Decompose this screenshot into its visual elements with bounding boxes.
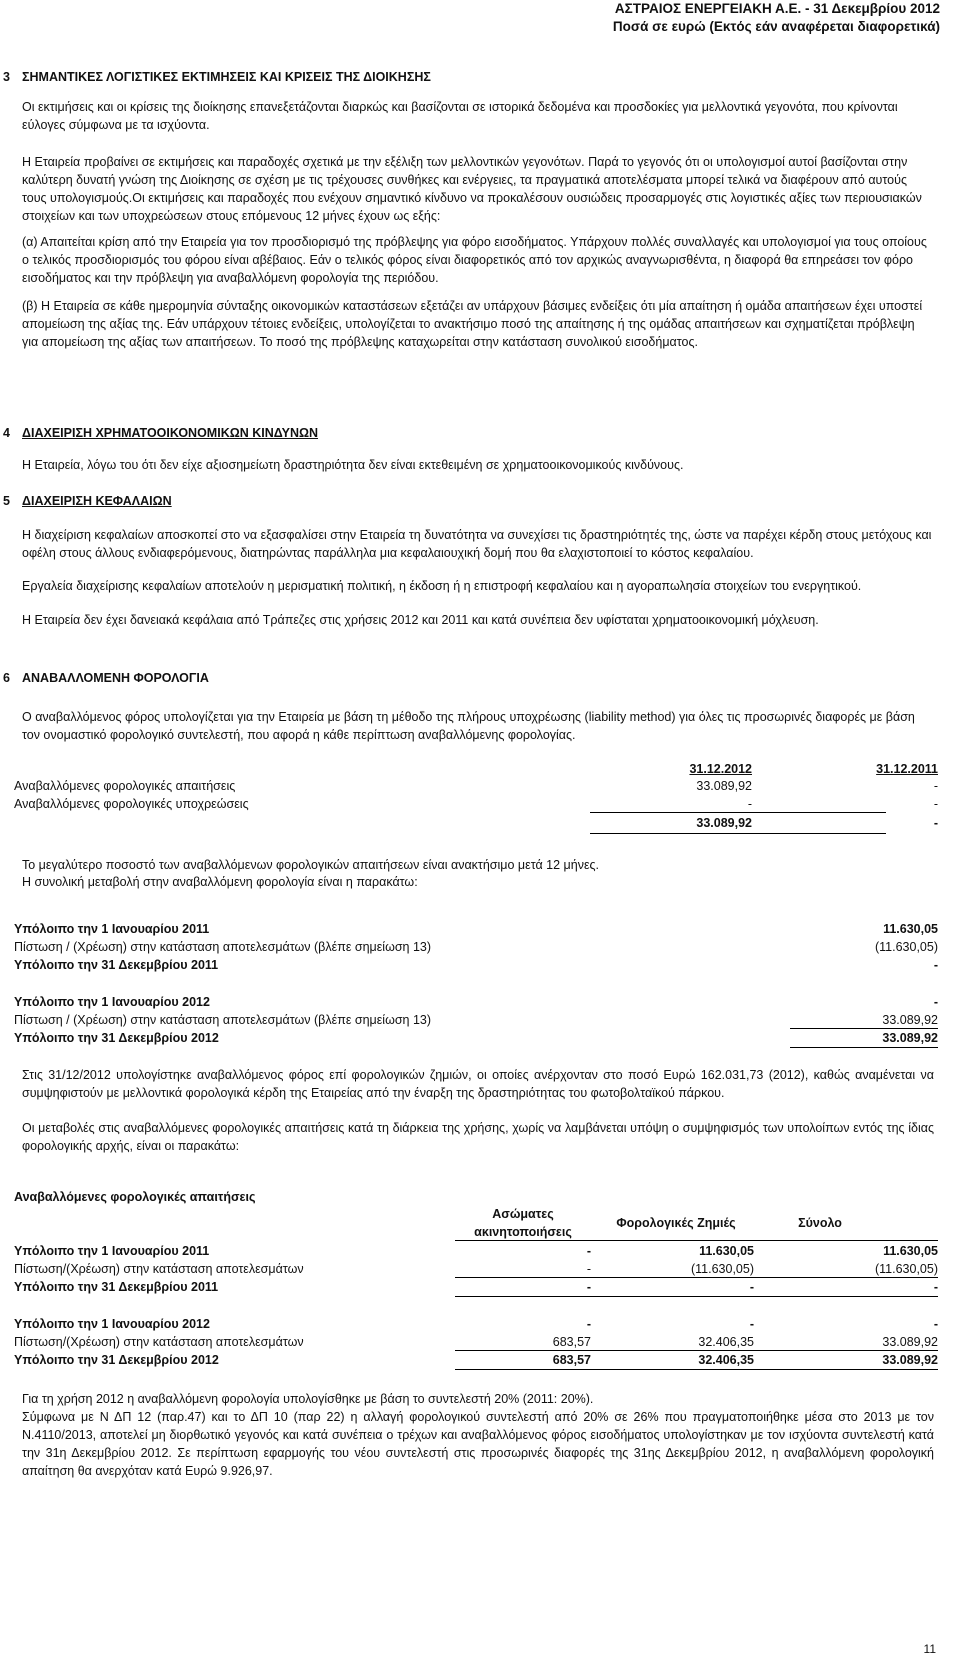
section-6-para-6: Για τη χρήση 2012 η αναβαλλόμενη φορολογία υπολογίσθηκε με βάση το συντελεστή 20% (2011: 20%).	[22, 1392, 594, 1406]
total-value-2012: 33.089,92	[696, 816, 752, 830]
row-total: -	[933, 1317, 938, 1331]
row-label: Αναβαλλόμενες φορολογικές υποχρεώσεις	[14, 797, 249, 811]
movement-value: 33.089,92	[882, 1031, 938, 1045]
section-5-para-2: Εργαλεία διαχείρισης κεφαλαίων αποτελούν η μερισματική πολιτική, η έκδοση ή η επιστροφή κεφαλαίου και η αγοραπωλησία στοιχείων του ενεργητικού.	[22, 579, 862, 593]
total-rule-top	[590, 812, 886, 813]
table-2-rule-d	[455, 1369, 938, 1370]
row-label: Πίστωση/(Χρέωση) στην κατάσταση αποτελεσμάτων	[14, 1262, 304, 1276]
row-tax-losses: -	[749, 1280, 754, 1294]
section-6-para-3: Η συνολική μεταβολή στην αναβαλλόμενη φορολογία είναι η παρακάτω:	[22, 875, 418, 889]
row-label: Αναβαλλόμενες φορολογικές απαιτήσεις	[14, 779, 236, 793]
section-5-title: ΔΙΑΧΕΙΡΙΣΗ ΚΕΦΑΛΑΙΩΝ	[22, 494, 172, 508]
movement-value: 33.089,92	[882, 1013, 938, 1027]
table-2-rule-b	[455, 1296, 938, 1297]
movement-label: Υπόλοιπο την 1 Ιανουαρίου 2012	[14, 995, 210, 1009]
company-header: ΑΣΤΡΑΙΟΣ ΕΝΕΡΓΕΙΑΚΗ Α.Ε. - 31 Δεκεμβρίου 2012	[614, 1, 940, 16]
col-header-total: Σύνολο	[798, 1216, 842, 1230]
row-intangibles: 683,57	[552, 1335, 591, 1349]
row-label: Υπόλοιπο την 1 Ιανουαρίου 2011	[14, 1244, 210, 1258]
section-3-number: 3	[3, 70, 10, 84]
section-6-para-4: Στις 31/12/2012 υπολογίστηκε αναβαλλόμενος φόρος επί φορολογικών ζημιών, οι οποίες ανέρχονταν στο ποσό Ευρώ 162.031,73 (2012), καθώς αναμένεται να συμψηφιστούν με μελλοντικά φορολογικά κέρδη της Εταιρείας από την έναρξη της δραστηριότητας του φωτοβολταϊκού πάρκου.	[22, 1068, 934, 1100]
section-3-title: ΣΗΜΑΝΤΙΚΕΣ ΛΟΓΙΣΤΙΚΕΣ ΕΚΤΙΜΗΣΕΙΣ ΚΑΙ ΚΡΙΣΕΙΣ ΤΗΣ ΔΙΟΙΚΗΣΗΣ	[22, 70, 431, 84]
table-row	[14, 1278, 938, 1297]
movement-row	[14, 956, 938, 975]
section-6-para-7: Σύμφωνα με Ν ΔΠ 12 (παρ.47) και το ΔΠ 10 (παρ 22) η αλλαγή φορολογικού συντελεστή από 20% σε 26% που πραγματοποιήθηκε μέσα στο 2013 με τον Ν.4110/2013, αποτελεί μη διορθωτικό γεγονός και κατά συνέπεια ο τρέχων και αναβαλλόμενος φόρος εισοδήματος υπολογίστηκαν με τον ισχύοντα συντελεστή κατά την 31η Δεκεμβρίου 2012. Σε περίπτωση εφαρμογής του νέου συντελεστή στις προσωρινές διαφορές της 31ης Δεκεμβρίου 2012, η αναβαλλόμενη φορολογική απαίτηση θα ανερχόταν κατά Ευρώ 9.926,97.	[22, 1410, 934, 1478]
section-5-para-1: Η διαχείριση κεφαλαίων αποσκοπεί στο να εξασφαλίσει στην Εταιρεία τη δυνατότητα να συνεχίσει τις δραστηριότητές της, ώστε να παρέχει κέρδη στους μετόχους και οφέλη στους άλλους ενδιαφερόμενους, διατηρώντας παράλληλα μια κεφαλαιουχική δομή που θα ελαχιστοποιεί το κόστος κεφαλαίου.	[22, 528, 932, 560]
row-label: Υπόλοιπο την 31 Δεκεμβρίου 2011	[14, 1280, 219, 1294]
section-6-title: ΑΝΑΒΑΛΛΟΜΕΝΗ ΦΟΡΟΛΟΓΙΑ	[22, 671, 209, 685]
movement-label: Πίστωση / (Χρέωση) στην κατάσταση αποτελεσμάτων (βλέπε σημείωση 13)	[14, 1013, 432, 1027]
section-6-para-1: Ο αναβαλλόμενος φόρος υπολογίζεται για την Εταιρεία με βάση τη μέθοδο της πλήρους υποχρέωσης (liability method) για όλες τις προσωρινές διαφορές με βάση τον ονομαστικό φορολογικό συντελεστή, που αφορά η κάθε περίπτωση αναβαλλόμενης φορολογίας.	[22, 710, 915, 742]
movement-row	[14, 920, 938, 939]
section-4-title: ΔΙΑΧΕΙΡΙΣΗ ΧΡΗΜΑΤΟΟΙΚΟΝΟΜΙΚΩΝ ΚΙΝΔΥΝΩΝ	[22, 426, 319, 440]
row-value-2011: -	[933, 779, 938, 793]
movement-row	[14, 1029, 938, 1048]
movement-total-rule-bottom	[790, 1047, 938, 1048]
section-5-number: 5	[3, 494, 10, 508]
col-header-2011: 31.12.2011	[876, 762, 938, 776]
total-rule-bottom	[590, 833, 886, 834]
row-total: 33.089,92	[882, 1335, 938, 1349]
row-tax-losses: 32.406,35	[698, 1353, 754, 1367]
row-intangibles: 683,57	[552, 1353, 591, 1367]
section-6-para-2: Το μεγαλύτερο ποσοστό των αναβαλλόμενων φορολογικών απαιτήσεων είναι ανακτήσιμο μετά 12 μήνες.	[22, 858, 600, 872]
section-5-para-3: Η Εταιρεία δεν έχει δανειακά κεφάλαια από Τράπεζες στις χρήσεις 2012 και 2011 και κατά συνέπεια δεν υφίσταται χρηματοοικονομική μόχλευση.	[22, 613, 819, 627]
section-6-number: 6	[3, 671, 10, 685]
table-row	[14, 1242, 938, 1261]
row-total: -	[933, 1280, 938, 1294]
movement-value: -	[933, 958, 938, 972]
section-3-para-a: (α) Απαιτείται κρίση από την Εταιρεία για τον προσδιορισμό της πρόβλεψης για φόρο εισοδήματος. Υπάρχουν πολλές συναλλαγές και υπολογισμοί για τους οποίους ο τελικός προσδιορισμός του φόρου είναι αβέβαιος. Εάν ο τελικός φόρος είναι διαφορετικός από τον αρχικώς αναγνωρισθέντα, η διαφορά θα επηρεάσει τον φόρο εισοδήματος και την πρόβλεψη για αναβαλλόμενη φορολογία της περιόδου.	[22, 235, 927, 285]
section-6-para-5: Οι μεταβολές στις αναβαλλόμενες φορολογικές απαιτήσεις κατά τη διάρκεια της χρήσης, χωρίς να λαμβάνεται υπόψη ο συμψηφισμός των υπολοίπων εντός της ίδιας φορολογικής αρχής, είναι οι παρακάτω:	[22, 1121, 934, 1153]
currency-note: Ποσά σε ευρώ (Εκτός εάν αναφέρεται διαφορετικά)	[612, 19, 940, 34]
table-2-header-rule	[455, 1240, 938, 1241]
row-intangibles: -	[586, 1280, 591, 1294]
col-header-2012: 31.12.2012	[689, 762, 752, 776]
row-value-2011: -	[933, 797, 938, 811]
movement-value: (11.630,05)	[874, 940, 938, 954]
col-header-intangibles-2: ακινητοποιήσεις	[474, 1225, 572, 1239]
section-3-para-1: Οι εκτιμήσεις και οι κρίσεις της διοίκησης επανεξετάζονται διαρκώς και βασίζονται σε ιστορικά δεδομένα και προσδοκίες για μελλοντικά γεγονότα, που κρίνονται εύλογες σύμφωνα με τα ισχύοντα.	[22, 100, 898, 132]
row-tax-losses: 11.630,05	[699, 1244, 754, 1258]
col-header-intangibles-1: Ασώματες	[492, 1207, 554, 1221]
page-number: 11	[923, 1642, 936, 1656]
movement-label: Πίστωση / (Χρέωση) στην κατάσταση αποτελεσμάτων (βλέπε σημείωση 13)	[14, 940, 432, 954]
row-label: Πίστωση/(Χρέωση) στην κατάσταση αποτελεσμάτων	[14, 1335, 304, 1349]
table-row	[14, 1351, 938, 1370]
row-total: (11.630,05)	[874, 1262, 938, 1276]
table-row	[14, 777, 938, 796]
row-tax-losses: -	[749, 1317, 754, 1331]
movement-value: -	[933, 995, 938, 1009]
section-4-number: 4	[3, 426, 10, 440]
row-intangibles: -	[586, 1262, 591, 1276]
col-header-tax-losses: Φορολογικές Ζημιές	[616, 1216, 736, 1230]
movement-label: Υπόλοιπο την 31 Δεκεμβρίου 2011	[14, 958, 219, 972]
row-tax-losses: (11.630,05)	[690, 1262, 754, 1276]
table-row	[14, 1315, 938, 1334]
movement-label: Υπόλοιπο την 31 Δεκεμβρίου 2012	[14, 1031, 219, 1045]
section-3-para-b: (β) Η Εταιρεία σε κάθε ημερομηνία σύνταξης οικονομικών καταστάσεων εξετάζει αν υπάρχουν βάσιμες ενδείξεις ότι μία απαίτηση ή ομάδα απαιτήσεων έχει υποστεί απομείωση της αξίας της. Εάν υπάρχουν τέτοιες ενδείξεις, υπολογίζεται το ανακτήσιμο ποσό της απαίτησης ή της ομάδας απαιτήσεων και σχηματίζεται πρόβλεψη για απομείωση της αξίας των απαιτήσεων. Το ποσό της πρόβλεψης καταχωρείται στην κατάσταση συνολικού εισοδήματος.	[22, 299, 923, 349]
movement-row	[14, 993, 938, 1012]
table-2-title: Αναβαλλόμενες φορολογικές απαιτήσεις	[14, 1190, 256, 1204]
movement-label: Υπόλοιπο την 1 Ιανουαρίου 2011	[14, 922, 210, 936]
row-label: Υπόλοιπο την 1 Ιανουαρίου 2012	[14, 1317, 210, 1331]
row-tax-losses: 32.406,35	[698, 1335, 754, 1349]
section-3-para-2: Η Εταιρεία προβαίνει σε εκτιμήσεις και παραδοχές σχετικά με την εξέλιξη των μελλοντικών γεγονότων. Παρά το γεγονός ότι οι υπολογισμοί αυτοί βασίζονται στην καλύτερη δυνατή γνώση της Διοίκησης σε σχέση με τις τρέχουσες συνθήκες και ενέργειες, τα πραγματικά αποτελέσματα μπορεί τελικά να διαφέρουν από αυτούς τους υπολογισμούς.Οι εκτιμήσεις και παραδοχές που ενέχουν σημαντικό κίνδυνο να προκαλέσουν ουσιώδεις προσαρμογές στις λογιστικές αξίες των περιουσιακών στοιχείων και των υποχρεώσεων στους επόμενους 12 μήνες έχουν ως εξής:	[22, 155, 922, 223]
table-total-row	[14, 814, 938, 833]
total-value-2011: -	[933, 816, 938, 830]
row-value-2012: -	[747, 797, 752, 811]
row-total: 33.089,92	[882, 1353, 938, 1367]
row-value-2012: 33.089,92	[696, 779, 752, 793]
movement-row	[14, 938, 938, 957]
row-label: Υπόλοιπο την 31 Δεκεμβρίου 2012	[14, 1353, 219, 1367]
row-intangibles: -	[586, 1244, 591, 1258]
movement-value: 11.630,05	[883, 922, 938, 936]
row-total: 11.630,05	[883, 1244, 938, 1258]
row-intangibles: -	[586, 1317, 591, 1331]
section-4-para-1: Η Εταιρεία, λόγω του ότι δεν είχε αξιοσημείωτη δραστηριότητα δεν είναι εκτεθειμένη σε χρηματοοικονομικούς κινδύνους.	[22, 458, 684, 472]
